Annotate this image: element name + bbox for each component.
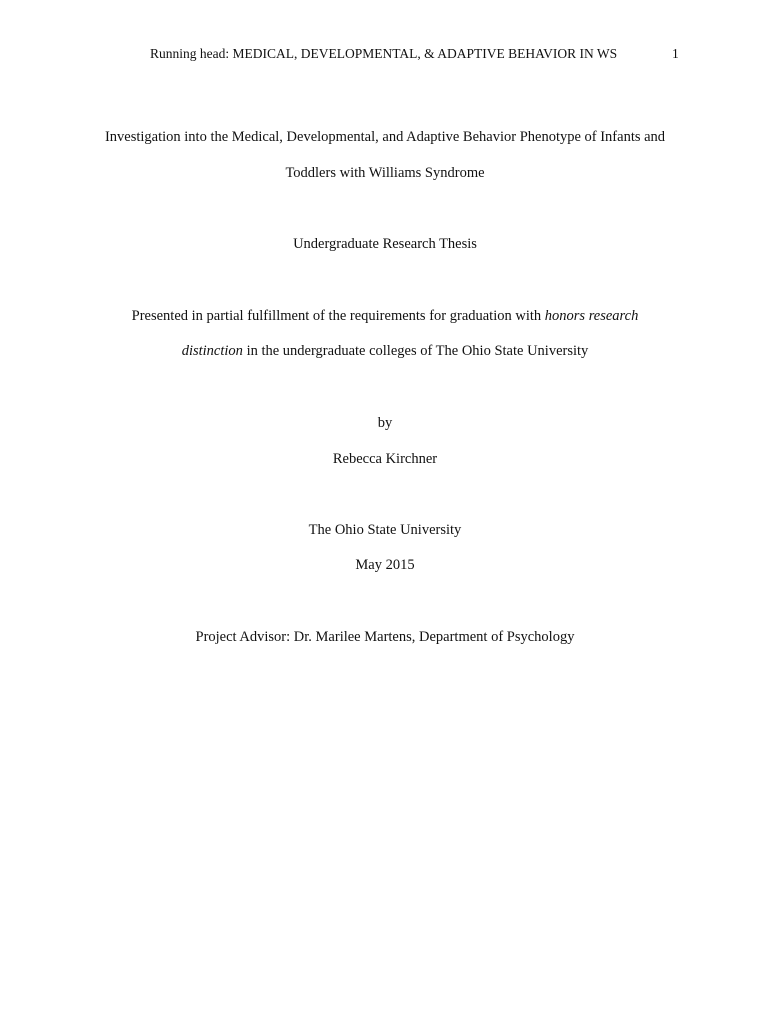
thesis-type: Undergraduate Research Thesis bbox=[293, 236, 477, 252]
institution-name: The Ohio State University bbox=[308, 522, 462, 538]
fulfillment-suffix: in the undergraduate colleges of The Ohio State University bbox=[242, 343, 589, 359]
running-head-text: Running head: MEDICAL, DEVELOPMENTAL, & ADAPTIVE BEHAVIOR IN WS bbox=[150, 46, 618, 61]
fulfillment-italic-1: honors research bbox=[544, 308, 639, 324]
author-name: Rebecca Kirchner bbox=[332, 451, 438, 467]
byline-by: by bbox=[377, 415, 393, 431]
fulfillment-line-1 bbox=[0, 308, 770, 325]
running-head bbox=[0, 46, 770, 66]
fulfillment-prefix: Presented in partial fulfillment of the requirements for graduation with bbox=[131, 308, 545, 324]
thesis-date: May 2015 bbox=[355, 557, 415, 573]
fulfillment-italic-2: distinction bbox=[181, 343, 243, 359]
title-line-1: Investigation into the Medical, Developmental, and Adaptive Behavior Phenotype of Infants and bbox=[104, 129, 666, 145]
fulfillment-line-2 bbox=[0, 343, 770, 360]
page-number: 1 bbox=[672, 46, 679, 61]
title-line-2: Toddlers with Williams Syndrome bbox=[285, 165, 485, 181]
project-advisor: Project Advisor: Dr. Marilee Martens, Department of Psychology bbox=[195, 629, 575, 645]
